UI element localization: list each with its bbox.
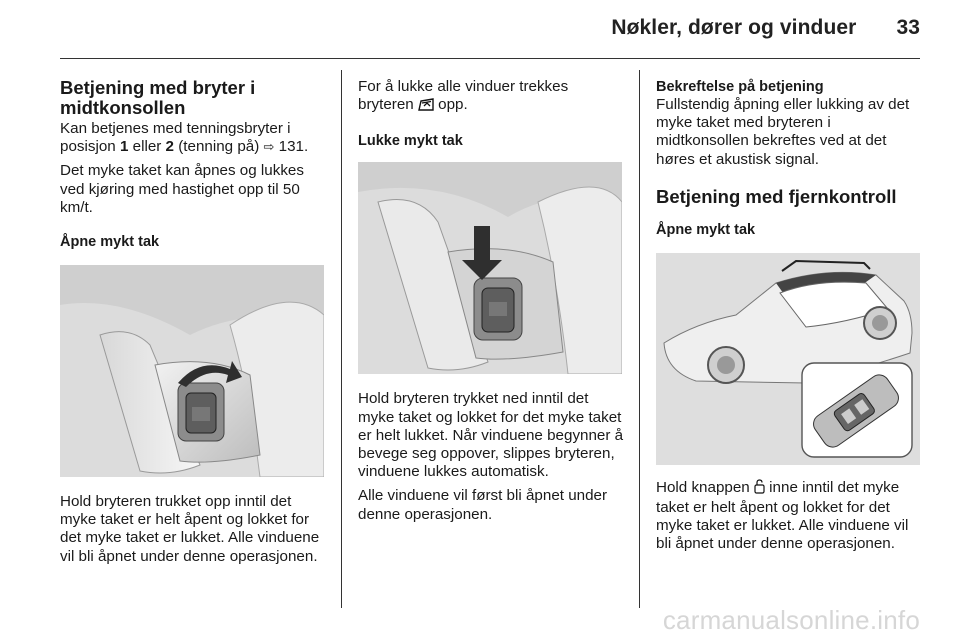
ignition-position-1: 1 xyxy=(119,138,129,156)
remote-roof-illustration xyxy=(656,253,920,465)
page-reference[interactable]: 131. xyxy=(274,138,309,156)
section-heading: Betjening med fjernkontroll xyxy=(656,185,897,207)
header-divider xyxy=(60,58,920,59)
paragraph: Fullstendig åpning eller lukking av det myke taket med bryteren i midtkonsollen bekreftes ved at det høres et akustisk signal. xyxy=(656,96,910,168)
subheading: Bekreftelse på betjening xyxy=(656,79,824,95)
paragraph: For å lukke alle vinduer trekkes bryteren opp. xyxy=(358,78,624,116)
subheading: Lukke mykt tak xyxy=(358,133,463,150)
column-divider xyxy=(639,70,640,608)
page-reference-icon: ⇨ xyxy=(263,139,275,155)
page-number: 33 xyxy=(896,16,920,39)
paragraph: Hold bryteren trykket ned inntil det myke taket og lokket for det myke taket er helt lukket. Når vinduene begynner å bevege seg oppover, slippes bryteren, vinduene lukkes automatisk. xyxy=(358,390,624,481)
unlock-icon xyxy=(754,479,765,499)
paragraph: Hold bryteren trukket opp inntil det myke taket er helt åpent og lokket for det myke taket er lukket. Alle vinduene vil bli åpnet under denne operasjonen. xyxy=(60,493,320,565)
page-header xyxy=(611,16,920,40)
column-3 xyxy=(656,70,922,554)
close-roof-switch-illustration xyxy=(358,162,622,374)
column-2 xyxy=(358,70,624,524)
window-switch-icon xyxy=(418,97,434,116)
paragraph: Hold knappen inne inntil det myke taket er helt åpent og lokket for det myke taket er lukket. Alle vinduene vil bli åpnet under denne operasjonen. xyxy=(656,478,909,553)
paragraph: Alle vinduene vil først bli åpnet under denne operasjonen. xyxy=(358,487,608,523)
column-divider xyxy=(341,70,342,608)
section-heading: Betjening med bryter i midtkonsollen xyxy=(60,77,256,118)
subheading: Åpne mykt tak xyxy=(60,234,160,251)
column-1 xyxy=(60,70,326,566)
watermark: carmanualsonline.info xyxy=(662,605,920,635)
subheading: Åpne mykt tak xyxy=(656,221,756,238)
ignition-position-2: 2 xyxy=(165,138,174,156)
paragraph: Det myke taket kan åpnes og lukkes ved kjøring med hastighet opp til 50 km/t. xyxy=(60,162,304,216)
open-roof-switch-illustration xyxy=(60,265,324,477)
chapter-title: Nøkler, dører og vinduer xyxy=(611,16,857,39)
paragraph: Kan betjenes med tenningsbryter i posisjon 1 eller 2 (tenning på) ⇨ 131. xyxy=(60,120,309,156)
